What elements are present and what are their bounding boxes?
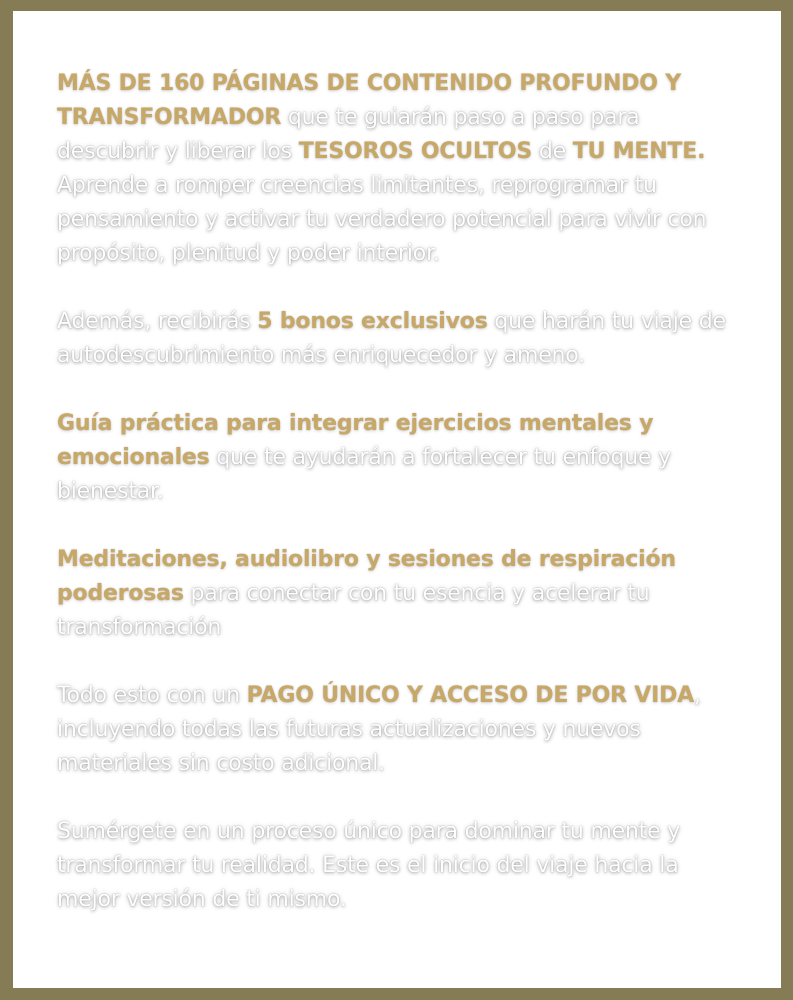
highlight-pages: MÁS DE 160 PÁGINAS DE CONTENIDO PROFUNDO Y TRANSFORMADOR bbox=[57, 71, 681, 130]
paragraph-payment bbox=[57, 679, 741, 781]
text-journey: que harán tu viaje de autodescubrimiento más enriquecedor y ameno. bbox=[57, 309, 726, 368]
text-updates: , incluyendo todas las futuras actualizaciones y nuevos materiales sin costo adicional. bbox=[57, 683, 701, 776]
highlight-treasures: TESOROS OCULTOS bbox=[298, 139, 533, 164]
content-panel bbox=[13, 11, 781, 988]
text-receive: Además, recibirás bbox=[57, 309, 258, 334]
text-all-this: Todo esto con un bbox=[57, 683, 247, 708]
paragraph-bonus bbox=[57, 305, 741, 373]
paragraph-guide bbox=[57, 407, 741, 509]
paragraph-intro bbox=[57, 67, 741, 271]
text-immerse: Sumérgete en un proceso único para dominar tu mente y transformar tu realidad. Este es el inicio del viaje hacia la mejor versión de ti mismo. bbox=[57, 819, 681, 912]
highlight-meditations: Meditaciones, audiolibro y sesiones de respiración poderosas bbox=[57, 547, 676, 606]
text-learn: Aprende a romper creencias limitantes, reprogramar tu pensamiento y activar tu verdadero potencial para vivir con propósito, plenitud y poder interior. bbox=[57, 173, 707, 266]
paragraph-closing bbox=[57, 815, 741, 917]
text-focus: que te ayudarán a fortalecer tu enfoque y bienestar. bbox=[57, 445, 671, 504]
highlight-mind: TU MENTE. bbox=[572, 139, 706, 164]
description-text bbox=[57, 67, 741, 917]
highlight-bonus: 5 bonos exclusivos bbox=[257, 309, 488, 334]
text-guide: que te guiarán paso a paso para descubrir y liberar los bbox=[57, 105, 640, 164]
text-de: de bbox=[532, 139, 573, 164]
highlight-practical-guide: Guía práctica para integrar ejercicios mentales y emocionales bbox=[57, 411, 654, 470]
highlight-payment: PAGO ÚNICO Y ACCESO DE POR VIDA bbox=[246, 683, 694, 708]
paragraph-meditations bbox=[57, 543, 741, 645]
text-essence: para conectar con tu esencia y acelerar tu transformación bbox=[57, 581, 650, 640]
